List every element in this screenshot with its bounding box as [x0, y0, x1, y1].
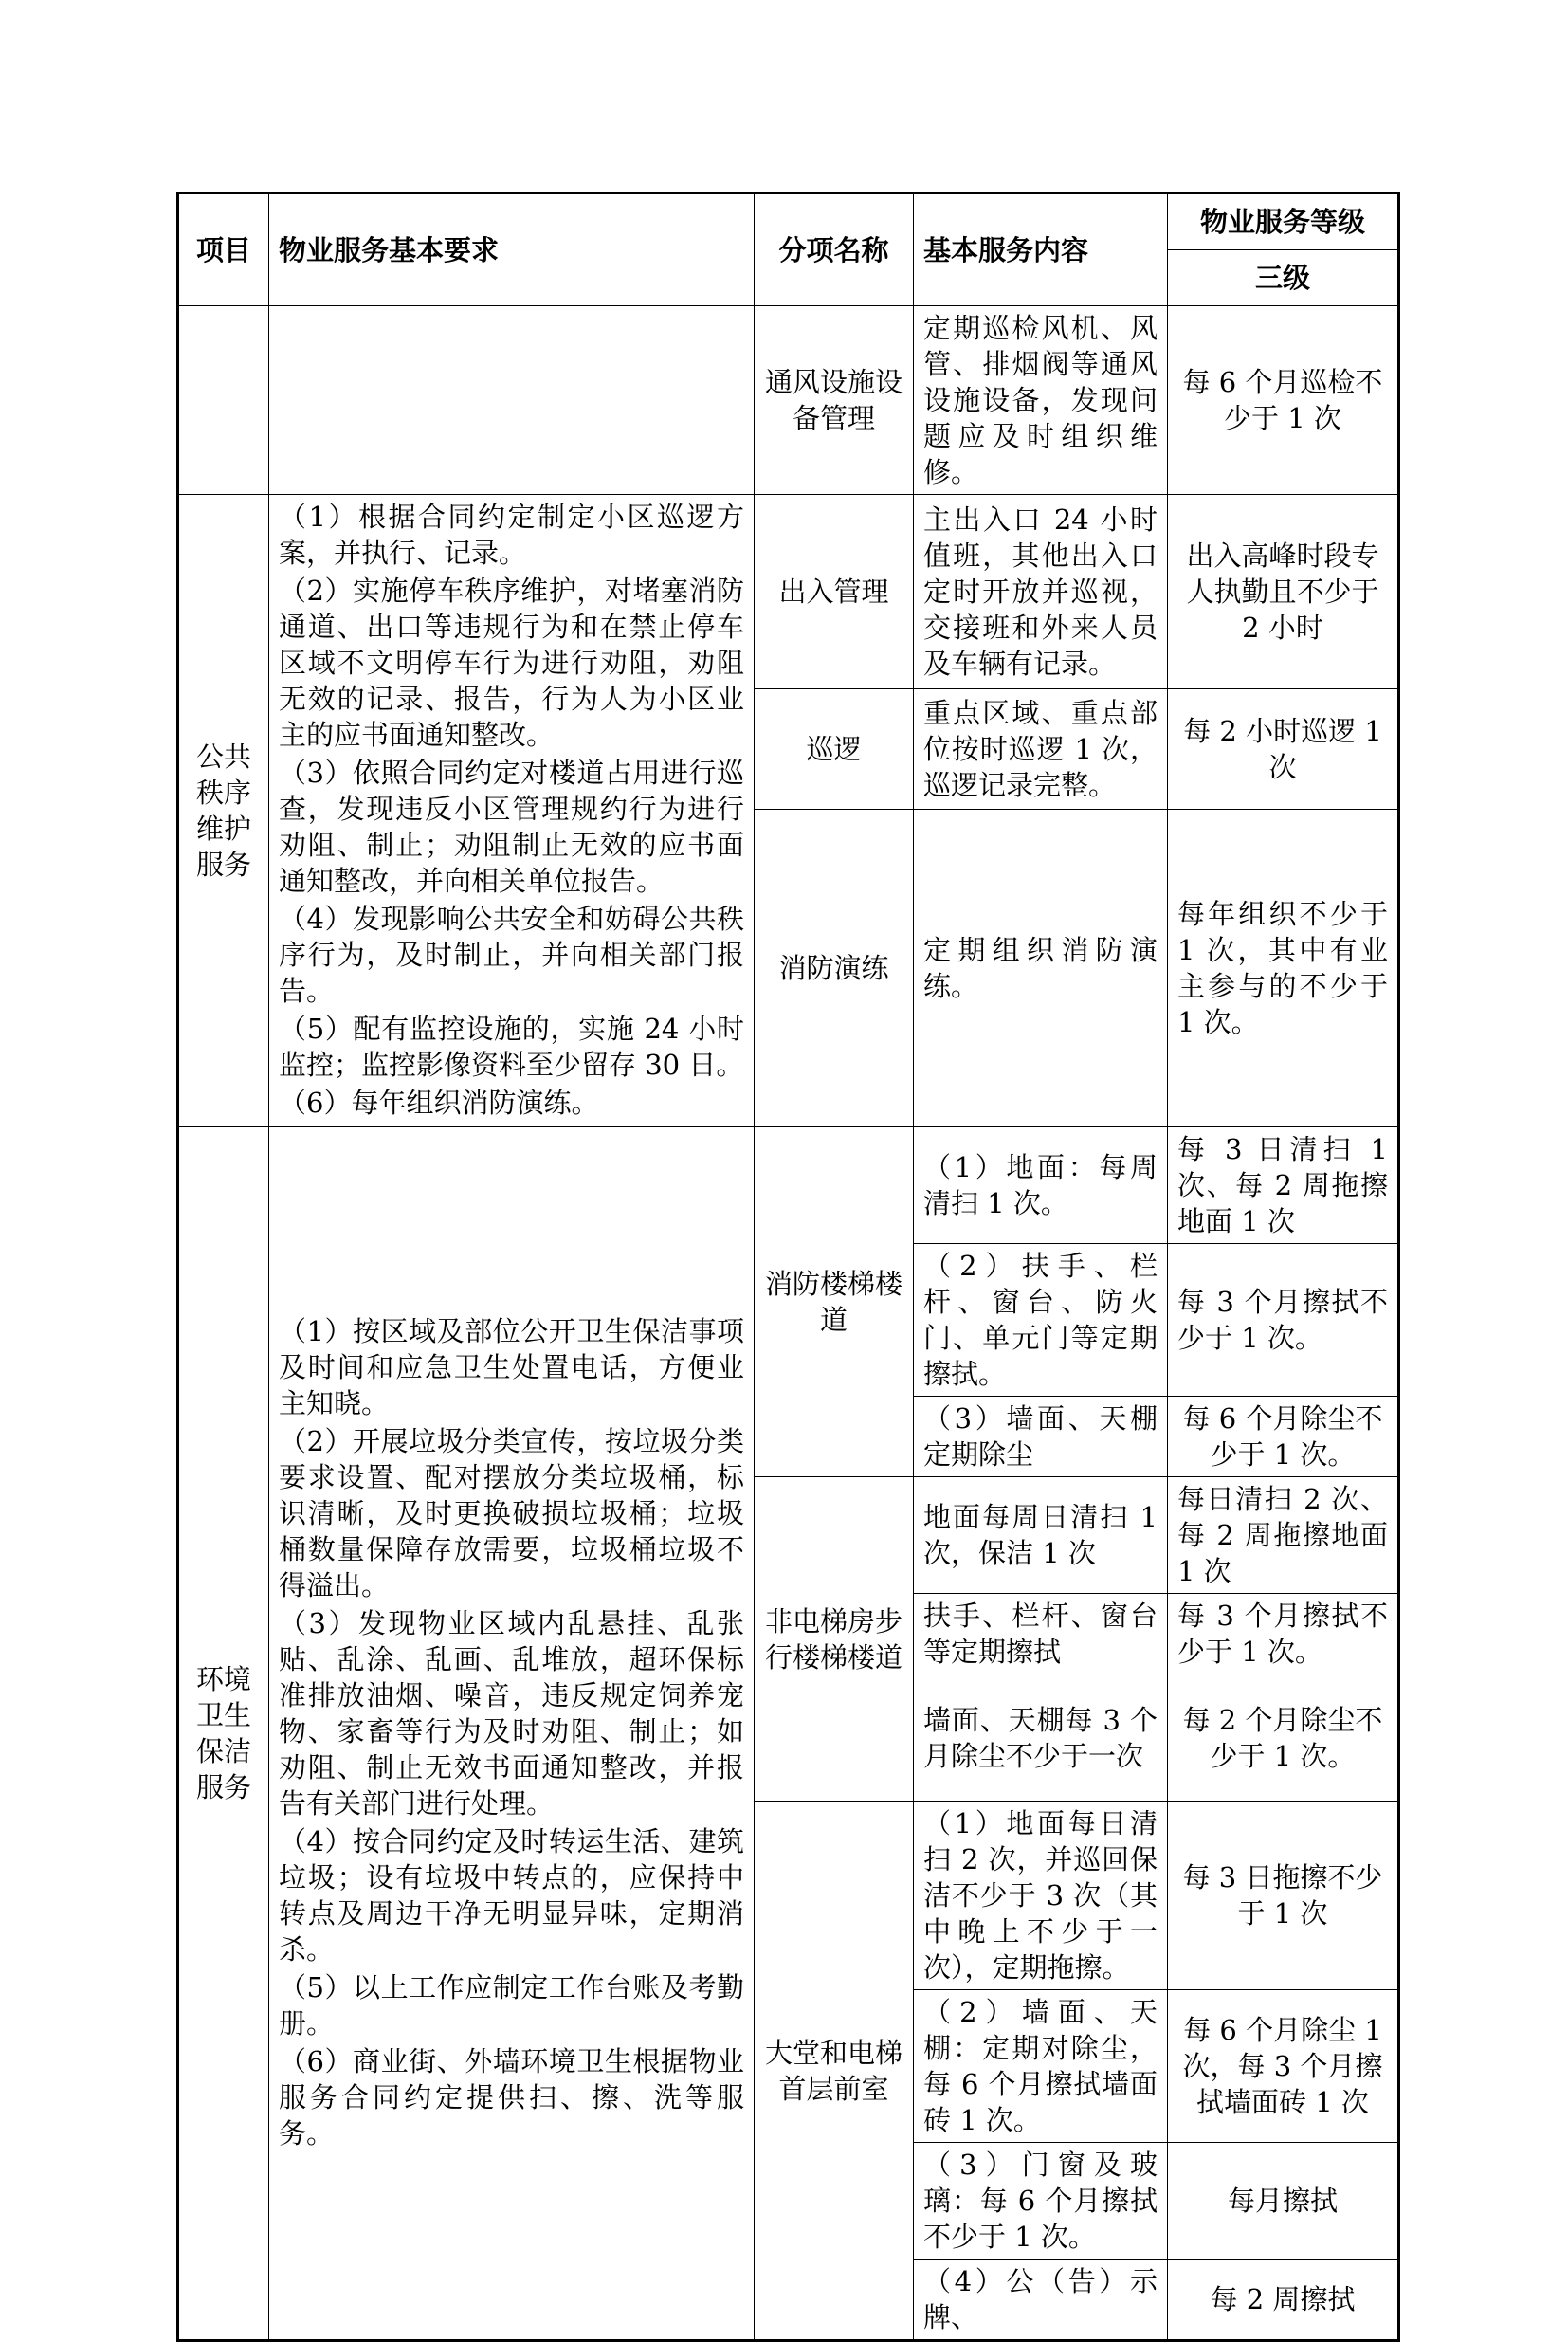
content-lobby-3: （3）门窗及玻璃：每 6 个月擦拭不少于 1 次。 — [914, 2143, 1168, 2260]
project-cleaning: 环境卫生保洁服务 — [178, 1127, 269, 2341]
sub-item-ventilation: 通风设施设备管理 — [755, 306, 914, 495]
level-ventilation: 每 6 个月巡检不少于 1 次 — [1168, 306, 1399, 495]
header-level-group — [1168, 193, 1399, 306]
level-patrol: 每 2 小时巡逻 1 次 — [1168, 689, 1399, 810]
requirement-item: （5）配有监控设施的，实施 24 小时监控；监控影像资料至少留存 30 日。 — [279, 1013, 744, 1081]
content-lobby-2: （2）墙面、天棚：定期对除尘，每 6 个月擦拭墙面砖 1 次。 — [914, 1990, 1168, 2143]
requirements-cleaning — [269, 1127, 755, 2341]
content-entrance: 主出入口 24 小时值班，其他出入口定时开放并巡视，交接班和外来人员及车辆有记录。 — [914, 495, 1168, 689]
header-project: 项目 — [178, 193, 269, 306]
level-non-elevator-3: 每 2 个月除尘不少于 1 次。 — [1168, 1674, 1399, 1802]
level-lobby-1: 每 3 日拖擦不少于 1 次 — [1168, 1802, 1399, 1990]
header-content: 基本服务内容 — [914, 193, 1168, 306]
sub-item-drill: 消防演练 — [755, 810, 914, 1127]
header-sub-item: 分项名称 — [755, 193, 914, 306]
content-non-elevator-1: 地面每周日清扫 1 次，保洁 1 次 — [914, 1477, 1168, 1594]
level-fire-stairs-1: 每 3 日清扫 1 次、每 2 周拖擦地面 1 次 — [1168, 1127, 1399, 1244]
requirement-item: （6）商业街、外墙环境卫生根据物业服务合同约定提供扫、擦、洗等服务。 — [279, 2045, 744, 2150]
table-row — [178, 495, 1399, 689]
sub-item-non-elevator: 非电梯房步行楼梯楼道 — [755, 1477, 914, 1802]
level-non-elevator-2: 每 3 个月擦拭不少于 1 次。 — [1168, 1594, 1399, 1674]
table-row — [178, 306, 1399, 495]
sub-item-fire-stairs: 消防楼梯楼道 — [755, 1127, 914, 1477]
sub-item-entrance: 出入管理 — [755, 495, 914, 689]
level-lobby-2: 每 6 个月除尘 1 次，每 3 个月擦拭墙面砖 1 次 — [1168, 1990, 1399, 2143]
requirement-item: （4）发现影响公共安全和妨碍公共秩序行为，及时制止，并向相关部门报告。 — [279, 903, 744, 1007]
content-fire-stairs-1: （1）地面：每周清扫 1 次。 — [914, 1127, 1168, 1244]
content-fire-stairs-3: （3）墙面、天棚定期除尘 — [914, 1397, 1168, 1477]
content-non-elevator-3: 墙面、天棚每 3 个月除尘不少于一次 — [914, 1674, 1168, 1802]
level-lobby-3: 每月擦拭 — [1168, 2143, 1399, 2260]
project-public-order: 公共秩序维护服务 — [178, 495, 269, 1127]
requirement-item: （5）以上工作应制定工作台账及考勤册。 — [279, 1971, 744, 2040]
level-fire-stairs-2: 每 3 个月擦拭不少于 1 次。 — [1168, 1244, 1399, 1397]
header-level: 三级 — [1168, 249, 1397, 305]
sub-item-patrol: 巡逻 — [755, 689, 914, 810]
level-drill: 每年组织不少于 1 次，其中有业主参与的不少于 1 次。 — [1168, 810, 1399, 1127]
requirements-cell-empty — [269, 306, 755, 495]
header-requirements: 物业服务基本要求 — [269, 193, 755, 306]
content-non-elevator-2: 扶手、栏杆、窗台等定期擦拭 — [914, 1594, 1168, 1674]
level-non-elevator-1: 每日清扫 2 次、每 2 周拖擦地面 1 次 — [1168, 1477, 1399, 1594]
table-row — [178, 1127, 1399, 1244]
requirement-item: （6）每年组织消防演练。 — [279, 1087, 599, 1119]
sub-item-lobby: 大堂和电梯首层前室 — [755, 1802, 914, 2341]
content-ventilation: 定期巡检风机、风管、排烟阀等通风设施设备，发现问题应及时组织维修。 — [914, 306, 1168, 495]
header-level-group-label: 物业服务等级 — [1199, 206, 1365, 238]
requirement-item: （3）发现物业区域内乱悬挂、乱张贴、乱涂、乱画、乱堆放，超环保标准排放油烟、噪音，违反规定饲养宠物、家畜等行为及时劝阻、制止；如劝阻、制止无效书面通知整改，并报告有关部门进行处理。 — [279, 1607, 744, 1820]
requirement-item: （2）实施停车秩序维护，对堵塞消防通道、出口等违规行为和在禁止停车区域不文明停车行为进行劝阻，劝阻无效的记录、报告，行为人为小区业主的应书面通知整改。 — [279, 575, 744, 751]
level-lobby-4: 每 2 周擦拭 — [1168, 2260, 1399, 2341]
content-drill: 定期组织消防演练。 — [914, 810, 1168, 1127]
level-fire-stairs-3: 每 6 个月除尘不少于 1 次。 — [1168, 1397, 1399, 1477]
header-row — [178, 193, 1399, 306]
level-entrance: 出入高峰时段专人执勤且不少于 2 小时 — [1168, 495, 1399, 689]
content-patrol: 重点区域、重点部位按时巡逻 1 次，巡逻记录完整。 — [914, 689, 1168, 810]
requirement-item: （1）根据合同约定制定小区巡逻方案，并执行、记录。 — [279, 501, 744, 569]
requirement-item: （2）开展垃圾分类宣传，按垃圾分类要求设置、配对摆放分类垃圾桶，标识清晰，及时更换破损垃圾桶；垃圾桶数量保障存放需要，垃圾桶垃圾不得溢出。 — [279, 1425, 744, 1601]
service-standard-table — [176, 192, 1400, 2342]
requirement-item: （4）按合同约定及时转运生活、建筑垃圾；设有垃圾中转点的，应保持中转点及周边干净无明显异味，定期消杀。 — [279, 1825, 744, 1966]
content-lobby-4: （4）公（告）示牌、 — [914, 2260, 1168, 2341]
requirement-item: （1）按区域及部位公开卫生保洁事项及时间和应急卫生处置电话，方便业主知晓。 — [279, 1315, 744, 1419]
project-cell-empty — [178, 306, 269, 495]
requirements-public-order — [269, 495, 755, 1127]
content-fire-stairs-2: （2）扶手、栏杆、窗台、防火门、单元门等定期擦拭。 — [914, 1244, 1168, 1397]
requirement-item: （3）依照合同约定对楼道占用进行巡查，发现违反小区管理规约行为进行劝阻、制止；劝阻制止无效的应书面通知整改，并向相关单位报告。 — [279, 757, 744, 897]
content-lobby-1: （1）地面每日清扫 2 次，并巡回保洁不少于 3 次（其中晚上不少于一次），定期拖擦。 — [914, 1802, 1168, 1990]
